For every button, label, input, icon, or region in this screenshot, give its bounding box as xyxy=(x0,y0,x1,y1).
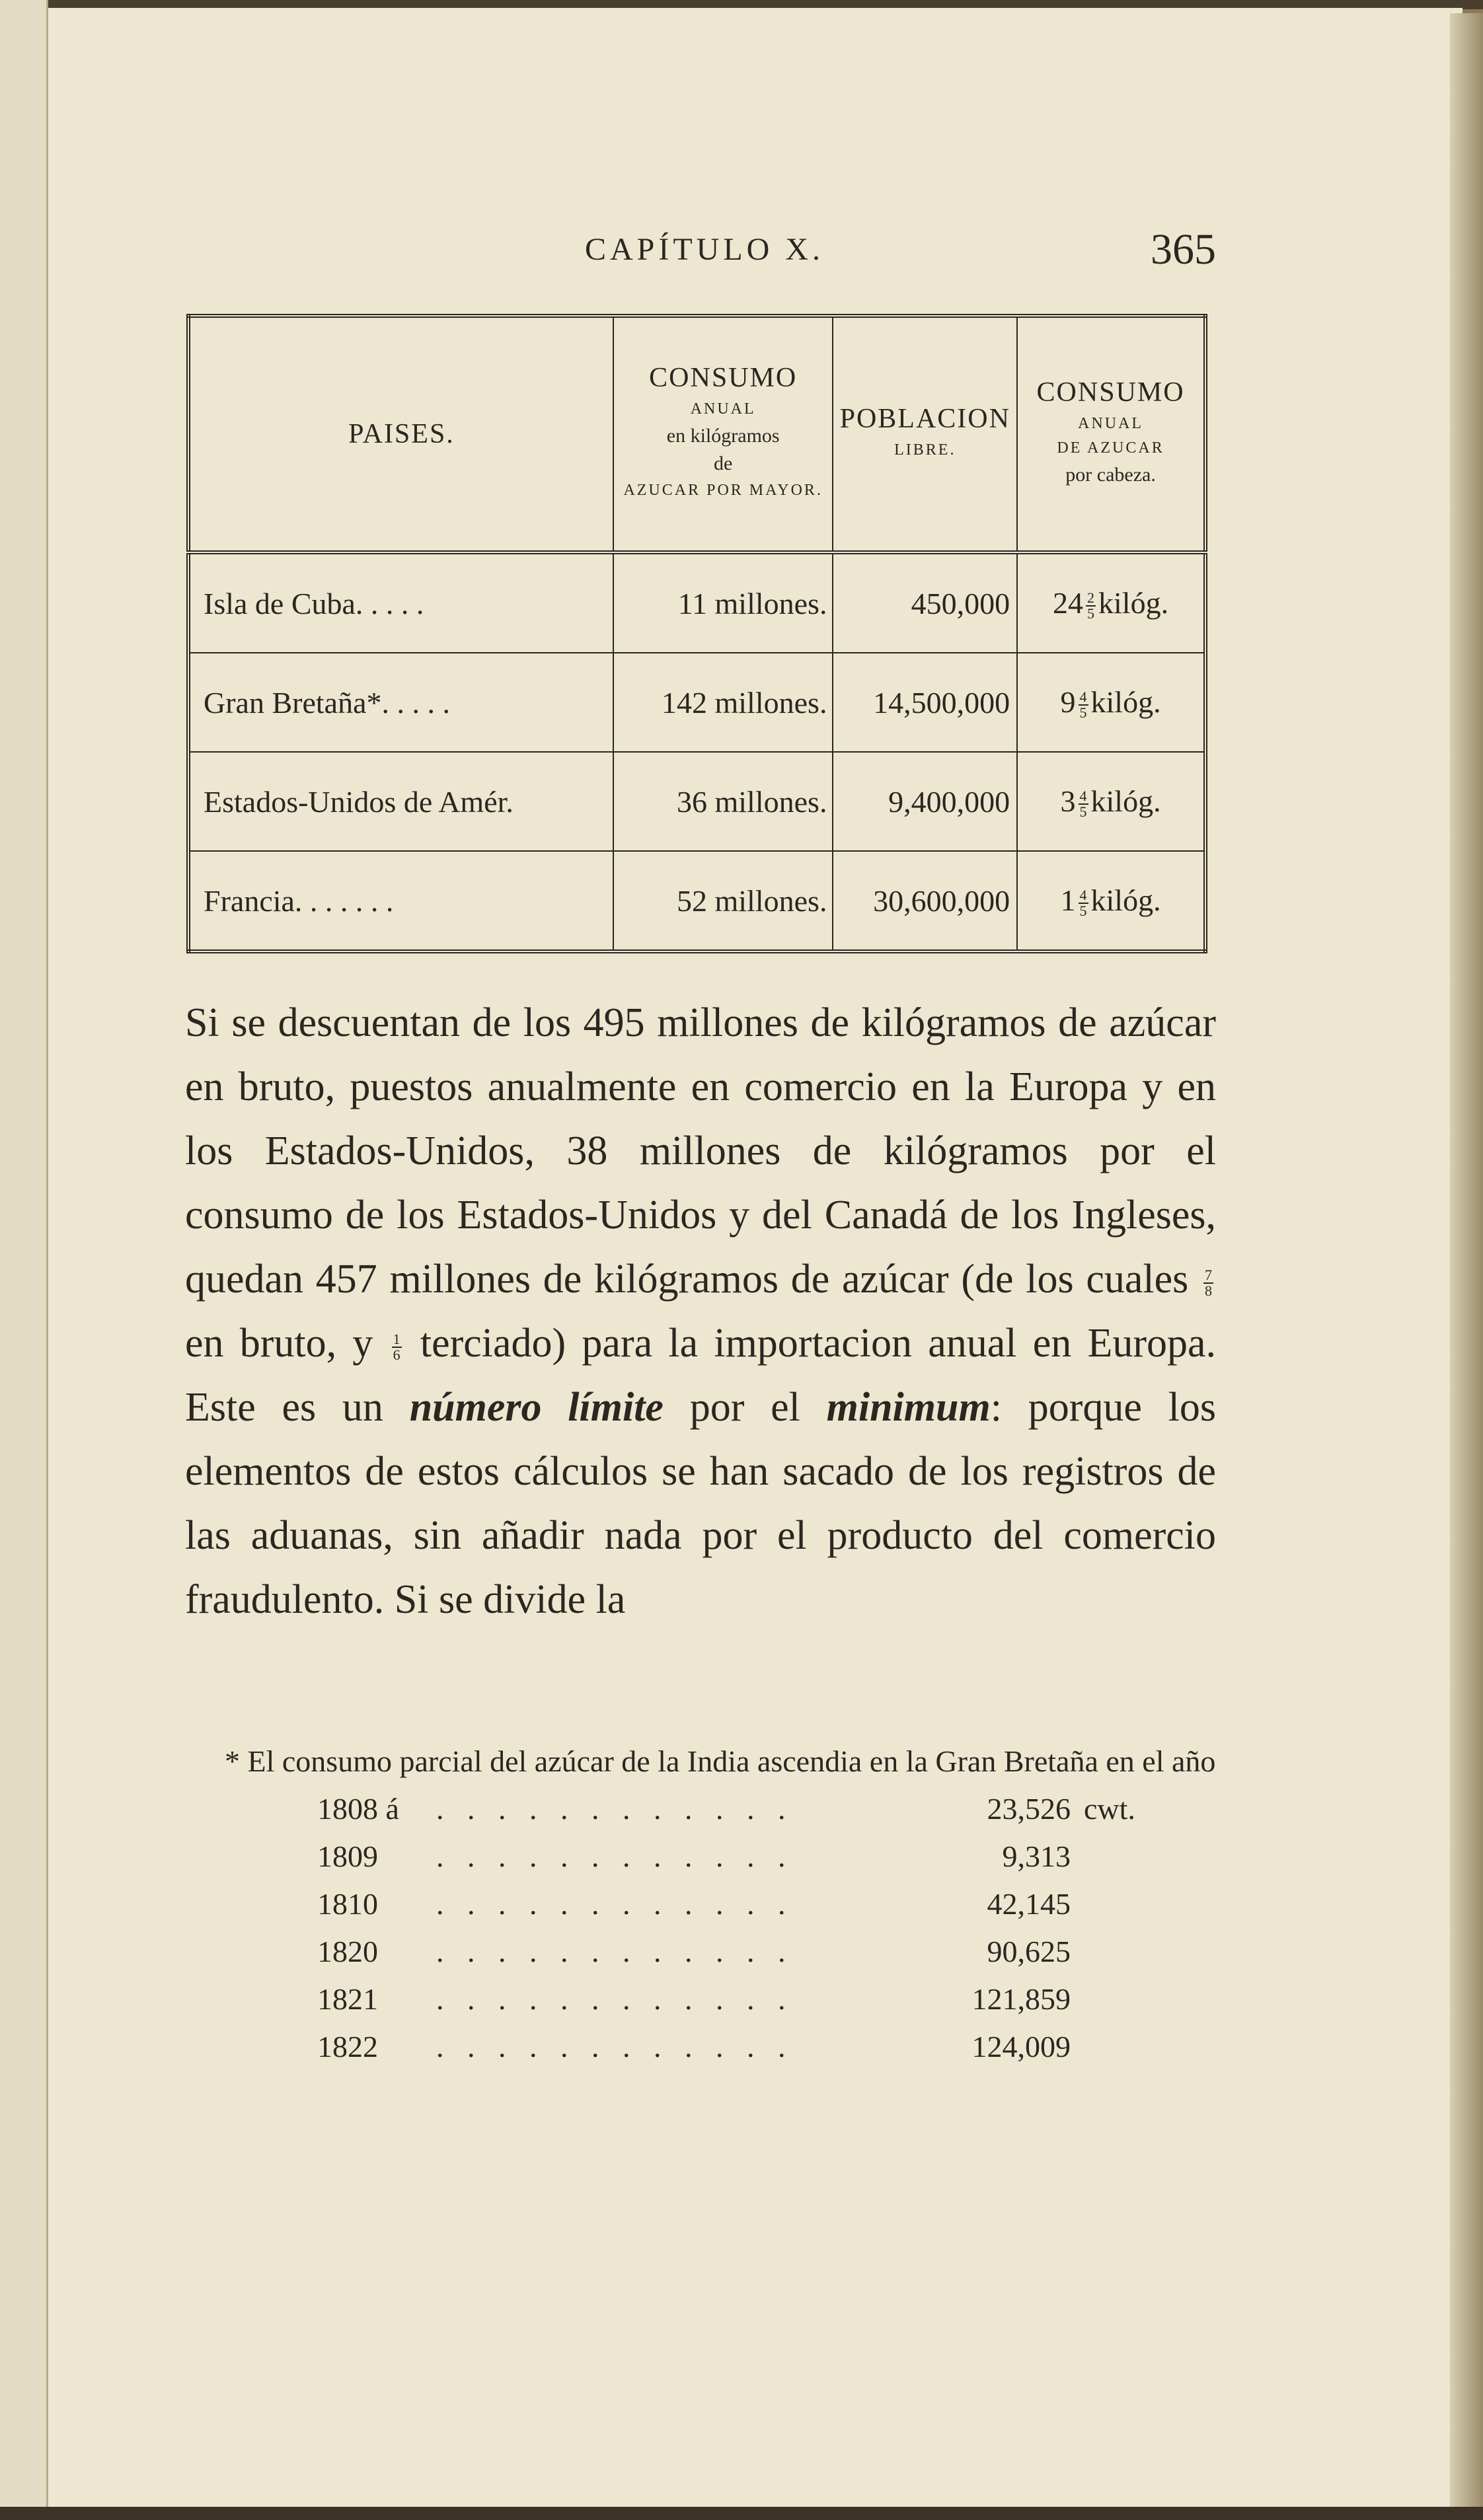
table-row xyxy=(188,752,1205,851)
header-consumo-cabeza: CONSUMO ANUAL DE AZUCAR por cabeza. xyxy=(1017,316,1205,552)
emphasis-numero-limite: número límite xyxy=(409,1385,664,1430)
header-paises: PAISES. xyxy=(188,316,613,552)
country-cell: Francia. . . . . . . xyxy=(188,851,613,951)
poblacion-cell: 9,400,000 xyxy=(833,752,1017,851)
header-consumo-anual: CONSUMO ANUAL en kilógramos de AZUCAR POR MAYOR. xyxy=(613,316,833,552)
table-row xyxy=(188,851,1205,951)
emphasis-minimum: minimum xyxy=(826,1385,991,1430)
footnote xyxy=(185,1738,1216,2071)
header-poblacion: POBLACION LIBRE. xyxy=(833,316,1017,552)
poblacion-cell: 30,600,000 xyxy=(833,851,1017,951)
poblacion-cell: 450,000 xyxy=(833,552,1017,653)
country-cell: Isla de Cuba. . . . . xyxy=(188,552,613,653)
book-bottom-edge xyxy=(0,2507,1483,2520)
sugar-consumption-table xyxy=(186,314,1207,953)
chapter-title: CAPÍTULO X. xyxy=(585,232,824,267)
footnote-row: 1820 . . . . . . . . . . . . 90,625 xyxy=(317,1935,1071,1968)
footnote-row: 1822 . . . . . . . . . . . . 124,009 xyxy=(317,2030,1071,2063)
per-capita-cell: 9 $\frac{4}{5}$ kilóg. xyxy=(1017,653,1205,752)
poblacion-cell: 14,500,000 xyxy=(833,653,1017,752)
consumo-cell: 36 millones. xyxy=(613,752,833,851)
footnote-row: 1808 á . . . . . . . . . . . . 23,526 cwt. xyxy=(317,1792,1135,1826)
footnote-text: * El consumo parcial del azúcar de la India ascendia en la Gran Bretaña en el año xyxy=(225,1744,1216,1778)
footnote-row: 1821 . . . . . . . . . . . . 121,859 xyxy=(317,1982,1071,2016)
footnote-row: 1809 . . . . . . . . . . . . 9,313 xyxy=(317,1839,1071,1873)
body-paragraph: Si se descuentan de los 495 millones de kilógramos de azúcar en bruto, puestos anualmente en comercio en la Europa y en los Estados-Unidos, 38 millones de kilógramos por el consumo de los Estados-Unidos y del Canadá de los Ingleses, quedan 457 millones de kilógramos de azúcar (de los cuales $\frac{7}{8}$ en bruto, y $\frac{1}{6}$ terciado) para la importacion anual en Europa. Este es un número límite por el minimum: porque los elementos de estos cálculos se han sacado de los registros de las aduanas, sin añadir nada por el producto del comercio fraudulento. Si se divide la xyxy=(185,1000,1217,1622)
per-capita-cell: 24 $\frac{2}{5}$ kilóg. xyxy=(1017,552,1205,653)
page-number: 365 xyxy=(1151,225,1216,274)
book-gutter xyxy=(0,0,48,2520)
table-row xyxy=(188,653,1205,752)
consumo-cell: 142 millones. xyxy=(613,653,833,752)
per-capita-cell: 1 $\frac{4}{5}$ kilóg. xyxy=(1017,851,1205,951)
footnote-row: 1810 . . . . . . . . . . . . 42,145 xyxy=(317,1887,1071,1921)
consumo-cell: 11 millones. xyxy=(613,552,833,653)
country-cell: Estados-Unidos de Amér. xyxy=(188,752,613,851)
country-cell: Gran Bretaña*. . . . . xyxy=(188,653,613,752)
table-row xyxy=(188,552,1205,653)
consumo-cell: 52 millones. xyxy=(613,851,833,951)
per-capita-cell: 3 $\frac{4}{5}$ kilóg. xyxy=(1017,752,1205,851)
running-head xyxy=(185,225,1216,284)
book-fore-edge xyxy=(1450,13,1483,2511)
table-header-row xyxy=(188,316,1205,552)
